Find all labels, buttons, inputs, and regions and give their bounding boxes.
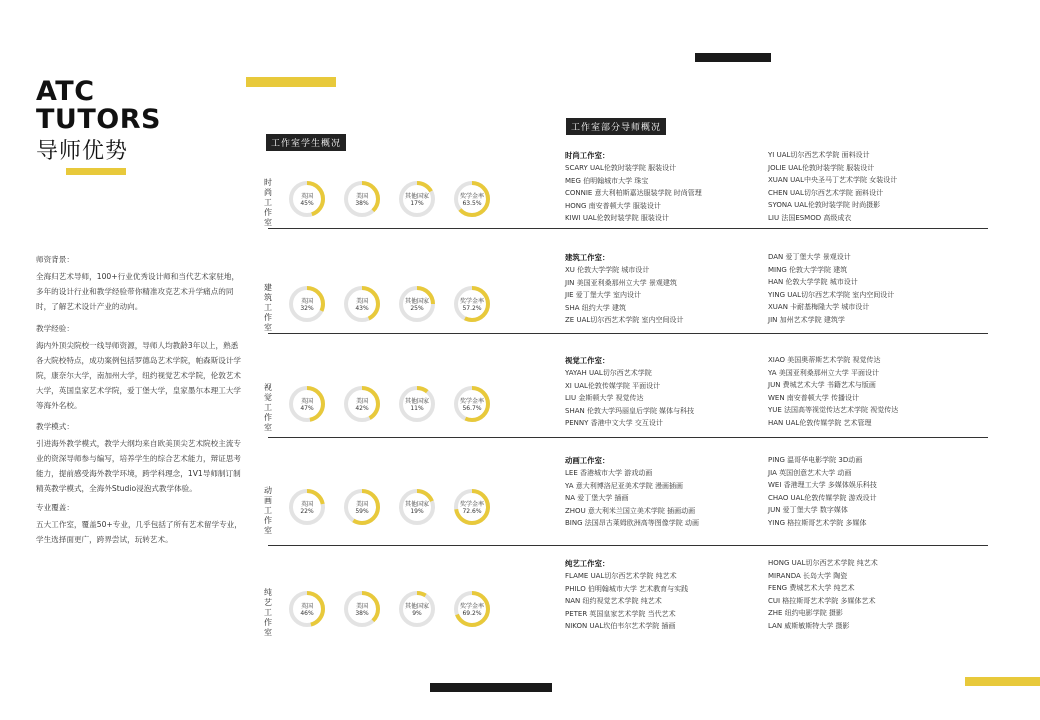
studio-vertical-label: 视觉工作室 bbox=[264, 383, 272, 432]
stat-name: 奖学金率 bbox=[459, 298, 484, 305]
tutor-entry: YA 意大利博洛尼亚美术学院 漫画插画 bbox=[565, 481, 683, 490]
students-overview-tag: 工作室学生概况 bbox=[266, 134, 346, 151]
yellow-underline-bar bbox=[66, 168, 126, 175]
tutor-entry: XI UAL伦敦传媒学院 平面设计 bbox=[565, 381, 661, 390]
logo-subtitle: 导师优势 bbox=[36, 139, 129, 164]
stat-name: 英国 bbox=[300, 298, 313, 305]
stat-value: 63.5% bbox=[462, 200, 482, 207]
stat-ring bbox=[398, 385, 436, 423]
studio-vertical-label: 动画工作室 bbox=[264, 486, 272, 535]
black-bottom-bar bbox=[430, 683, 552, 692]
stat-value: 69.2% bbox=[462, 610, 482, 617]
tutors-overview-tag: 工作室部分导师概况 bbox=[566, 118, 666, 135]
stat-name: 美国 bbox=[355, 298, 368, 305]
tutor-entry: JUN 费城艺术大学 书籍艺术与版画 bbox=[768, 381, 876, 390]
stat-name: 美国 bbox=[355, 398, 368, 405]
stat-name: 其他国家 bbox=[404, 298, 429, 305]
left-block-background bbox=[36, 252, 242, 314]
stat-value: 38% bbox=[355, 200, 369, 207]
stat-name: 美国 bbox=[355, 603, 368, 610]
stat-ring bbox=[288, 590, 326, 628]
stat-value: 17% bbox=[410, 200, 424, 207]
tutor-entry: FENG 费城艺术大学 纯艺术 bbox=[768, 584, 855, 593]
logo-line-2: TUTORS bbox=[36, 104, 161, 135]
stat-ring bbox=[453, 180, 491, 218]
tutor-entry: LIU 法国ESMOD 高级成衣 bbox=[768, 214, 852, 222]
tutor-entry: YA 美国亚利桑那州立大学 平面设计 bbox=[768, 368, 879, 377]
tutor-entry: SHA 纽约大学 建筑 bbox=[565, 303, 626, 312]
tutor-entry: XUAN 卡耐基梅隆大学 城市设计 bbox=[768, 303, 870, 312]
stat-value: 56.7% bbox=[462, 405, 482, 412]
tutor-entry: NA 爱丁堡大学 插画 bbox=[565, 494, 629, 503]
tutor-entry: BING 法国昂古莱姆欧洲高等图像学院 动画 bbox=[565, 519, 699, 528]
stat-ring bbox=[343, 590, 381, 628]
stat-ring bbox=[398, 488, 436, 526]
stat-name: 美国 bbox=[355, 501, 368, 508]
tutor-entry: XU 伦敦大学学院 城市设计 bbox=[565, 266, 650, 274]
block-body: 引进海外教学模式，教学大纲均来自欧美顶尖艺术院校主流专业的资深导师参与编写，培养学生的综合艺术能力，辩证思考能力，提前感受海外教学环境，跨学科理念，1V1导师制订制精英教学模式，全海外Studio浸泡式教学体验。 bbox=[36, 439, 242, 493]
tutor-entry: WEI 香港理工大学 多媒体娱乐科技 bbox=[768, 481, 877, 490]
tutor-entry: JIE 爱丁堡大学 室内设计 bbox=[565, 291, 642, 300]
tutor-entry: ZE UAL切尔西艺术学院 室内空间设计 bbox=[565, 316, 684, 325]
stat-value: 45% bbox=[300, 200, 314, 207]
stat-ring bbox=[343, 180, 381, 218]
block-heading: 专业覆盖： bbox=[36, 503, 74, 512]
stat-name: 英国 bbox=[300, 501, 313, 508]
stat-value: 11% bbox=[410, 405, 424, 412]
section-divider bbox=[268, 333, 988, 334]
block-body: 五大工作室，覆盖50+专业，几乎包括了所有艺术留学专业，学生选择面更广，跨界尝试，玩转艺术。 bbox=[36, 520, 242, 544]
tutor-entry: NIKON UAL坎伯韦尔艺术学院 插画 bbox=[565, 622, 676, 631]
tutor-entry: JIN 加州艺术学院 建筑学 bbox=[768, 316, 845, 324]
tutor-entry: PHILO 伯明翰城市大学 艺术教育与实践 bbox=[565, 584, 689, 593]
tutor-entry: CHAO UAL伦敦传媒学院 游戏设计 bbox=[768, 493, 877, 502]
stat-ring bbox=[453, 488, 491, 526]
logo-line-1: ATC bbox=[36, 76, 95, 107]
tutor-entry: JUN 爱丁堡大学 数字媒体 bbox=[768, 506, 848, 515]
tutor-entry: MING 伦敦大学学院 建筑 bbox=[768, 265, 848, 274]
stat-name: 其他国家 bbox=[404, 603, 429, 610]
tutor-entry: WEN 南安普顿大学 传播设计 bbox=[768, 393, 860, 402]
section-divider bbox=[268, 545, 988, 546]
stat-ring bbox=[398, 180, 436, 218]
tutor-entry: CONNIE 意大利柏斯嘉达服装学院 时尚管理 bbox=[565, 189, 702, 198]
tutor-entry: JIA 英国创意艺术大学 动画 bbox=[768, 468, 852, 477]
tutor-entry: PENNY 香港中文大学 交互设计 bbox=[565, 419, 663, 428]
stat-name: 英国 bbox=[300, 193, 313, 200]
tutor-entry: KIWI UAL伦敦时装学院 服装设计 bbox=[565, 214, 669, 223]
tutor-entry: XUAN UAL中央圣马丁艺术学院 女装设计 bbox=[768, 176, 898, 185]
block-heading: 教学经验： bbox=[36, 324, 74, 333]
stat-name: 其他国家 bbox=[404, 398, 429, 405]
tutor-entry: YUE 法国高等视觉传达艺术学院 视觉传达 bbox=[768, 406, 899, 415]
studio-title: 建筑工作室： bbox=[565, 253, 610, 262]
stat-name: 其他国家 bbox=[404, 501, 429, 508]
tutor-entry: HAN UAL伦敦传媒学院 艺术管理 bbox=[768, 419, 872, 427]
section-divider bbox=[268, 437, 988, 438]
logo bbox=[36, 78, 161, 134]
studio-title: 动画工作室： bbox=[565, 456, 610, 465]
stat-value: 9% bbox=[412, 610, 422, 617]
tutor-entry: YAYAH UAL切尔西艺术学院 bbox=[565, 369, 652, 377]
stat-name: 奖学金率 bbox=[459, 603, 484, 610]
stat-ring bbox=[288, 180, 326, 218]
stat-ring bbox=[453, 590, 491, 628]
stat-name: 美国 bbox=[355, 193, 368, 200]
tutor-entry: DAN 爱丁堡大学 景观设计 bbox=[768, 253, 851, 261]
black-accent-bar bbox=[695, 53, 771, 62]
stat-value: 19% bbox=[410, 508, 424, 515]
tutor-entry: LAN 威斯敏斯特大学 摄影 bbox=[768, 622, 850, 630]
stat-ring bbox=[288, 285, 326, 323]
stat-ring bbox=[343, 385, 381, 423]
tutor-entry: JOLIE UAL伦敦时装学院 服装设计 bbox=[768, 163, 875, 172]
left-block-experience bbox=[36, 321, 242, 413]
stat-value: 47% bbox=[300, 405, 314, 412]
block-body: 海内外顶尖院校一线导师资源，导师人均教龄3年以上，熟悉各大院校特点，成功案例包括罗德岛艺术学院，帕森斯设计学院，康奈尔大学，南加州大学，纽约视觉艺术学院，伦敦艺术大学，英国皇家艺术学院，爱丁堡大学，皇家墨尔本理工大学等海外名校。 bbox=[36, 341, 242, 410]
tutor-entry: SHAN 伦敦大学玛丽皇后学院 媒体与科技 bbox=[565, 406, 695, 415]
tutor-entry: JIN 美国亚利桑那州立大学 景观建筑 bbox=[565, 278, 677, 287]
stat-name: 英国 bbox=[300, 603, 313, 610]
tutor-entry: FLAME UAL切尔西艺术学院 纯艺术 bbox=[565, 572, 677, 580]
stat-ring bbox=[398, 285, 436, 323]
stat-value: 32% bbox=[300, 305, 314, 312]
stat-value: 43% bbox=[355, 305, 369, 312]
stat-ring bbox=[398, 590, 436, 628]
tutor-entry: XIAO 美国奥蒂斯艺术学院 视觉传达 bbox=[768, 356, 881, 364]
tutor-entry: LEE 香港城市大学 游戏动画 bbox=[565, 469, 653, 477]
tutor-entry: YING UAL切尔西艺术学院 室内空间设计 bbox=[768, 290, 895, 299]
stat-ring bbox=[288, 385, 326, 423]
tutor-entry: HAN 伦敦大学学院 城市设计 bbox=[768, 278, 858, 287]
tutor-entry: LIU 金斯顿大学 视觉传达 bbox=[565, 394, 644, 403]
yellow-accent-bar bbox=[246, 77, 336, 87]
tutor-entry: NAN 纽约视觉艺术学院 纯艺术 bbox=[565, 597, 662, 606]
stat-name: 奖学金率 bbox=[459, 398, 484, 405]
stat-name: 奖学金率 bbox=[459, 501, 484, 508]
tutor-entry: MIRANDA 长岛大学 陶瓷 bbox=[768, 571, 848, 580]
stat-value: 25% bbox=[410, 305, 424, 312]
stat-ring bbox=[343, 488, 381, 526]
stat-value: 42% bbox=[355, 405, 369, 412]
block-heading: 师资背景： bbox=[36, 255, 74, 264]
stat-value: 57.2% bbox=[462, 305, 482, 312]
stat-value: 59% bbox=[355, 508, 369, 515]
tutor-entry: SCARY UAL伦敦时装学院 服装设计 bbox=[565, 164, 677, 172]
tutor-entry: CUI 格拉斯哥艺术学院 多媒体艺术 bbox=[768, 596, 876, 605]
stat-ring bbox=[453, 285, 491, 323]
studio-vertical-label: 建筑工作室 bbox=[264, 283, 272, 332]
tutor-entry: HONG UAL切尔西艺术学院 纯艺术 bbox=[768, 559, 878, 567]
block-heading: 教学模式： bbox=[36, 422, 74, 431]
tutor-entry: YING 格拉斯哥艺术学院 多媒体 bbox=[768, 519, 867, 527]
left-block-model bbox=[36, 419, 242, 496]
stat-value: 22% bbox=[300, 508, 314, 515]
stat-value: 38% bbox=[355, 610, 369, 617]
stat-value: 46% bbox=[300, 610, 314, 617]
tutor-entry: MEG 伯明翰城市大学 珠宝 bbox=[565, 176, 649, 185]
studio-title: 视觉工作室： bbox=[565, 356, 610, 365]
yellow-corner-bar bbox=[965, 677, 1040, 686]
studio-vertical-label: 纯艺工作室 bbox=[264, 588, 272, 637]
stat-ring bbox=[288, 488, 326, 526]
stat-value: 72.6% bbox=[462, 508, 482, 515]
section-divider bbox=[268, 228, 988, 229]
stat-name: 奖学金率 bbox=[459, 193, 484, 200]
stat-ring bbox=[453, 385, 491, 423]
tutor-entry: HONG 南安普顿大学 服装设计 bbox=[565, 201, 661, 210]
tutor-entry: YI UAL切尔西艺术学院 面料设计 bbox=[768, 151, 870, 159]
tutor-entry: PETER 英国皇家艺术学院 当代艺术 bbox=[565, 609, 676, 618]
left-block-coverage bbox=[36, 500, 242, 547]
studio-vertical-label: 时尚工作室 bbox=[264, 178, 272, 227]
tutor-entry: ZHOU 意大利米兰国立美术学院 插画动画 bbox=[565, 506, 696, 515]
studio-title: 纯艺工作室： bbox=[565, 559, 610, 568]
tutor-entry: CHEN UAL切尔西艺术学院 面料设计 bbox=[768, 188, 884, 197]
block-body: 全海归艺术导师，100+行业优秀设计师和当代艺术家驻地，多年的设计行业和教学经验带你精准攻克艺术升学痛点的同时，了解艺术设计产业的动向。 bbox=[36, 272, 240, 311]
tutor-entry: ZHE 纽约电影学院 摄影 bbox=[768, 609, 843, 618]
tutor-entry: SYONA UAL伦敦时装学院 时尚摄影 bbox=[768, 201, 881, 210]
stat-name: 英国 bbox=[300, 398, 313, 405]
stat-ring bbox=[343, 285, 381, 323]
studio-title: 时尚工作室： bbox=[565, 151, 610, 160]
tutor-entry: PING 温哥华电影学院 3D动画 bbox=[768, 456, 863, 464]
stat-name: 其他国家 bbox=[404, 193, 429, 200]
